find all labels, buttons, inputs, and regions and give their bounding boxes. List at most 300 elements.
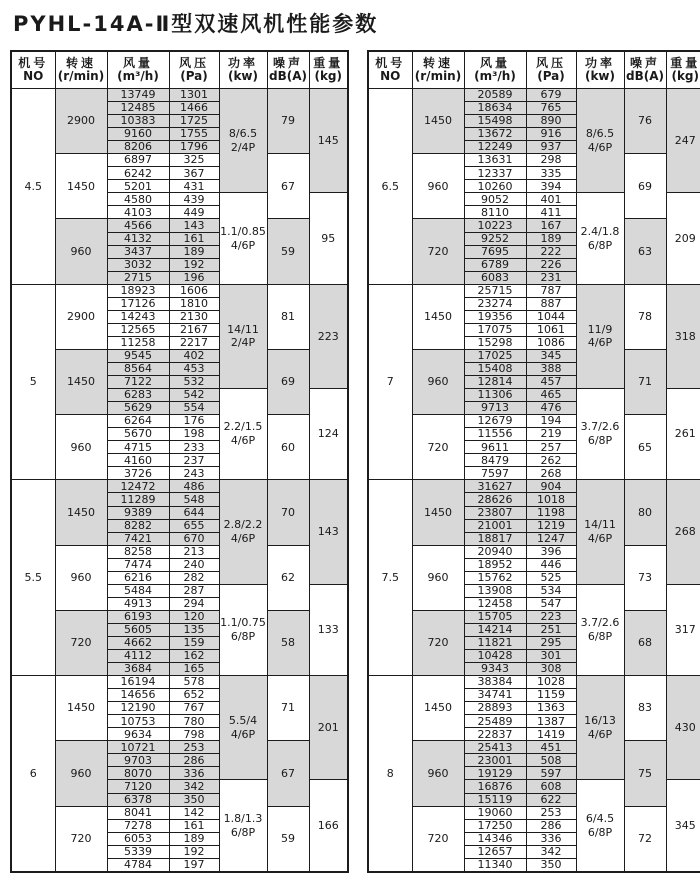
- table-row: [368, 545, 700, 558]
- flow-cell: 15298: [464, 336, 526, 349]
- power-cell: 3.7/2.6 6/8P: [576, 389, 624, 480]
- column-header-3: 风压 (Pa): [526, 51, 576, 89]
- flow-cell: 18634: [464, 102, 526, 115]
- flow-cell: 6378: [107, 793, 169, 806]
- speed-cell: 960: [55, 219, 107, 284]
- flow-cell: 13631: [464, 154, 526, 167]
- pressure-cell: 904: [526, 480, 576, 493]
- pressure-cell: 534: [526, 584, 576, 597]
- noise-cell: 71: [624, 349, 666, 414]
- pressure-cell: 301: [526, 650, 576, 663]
- flow-cell: 5629: [107, 402, 169, 415]
- pressure-cell: 162: [169, 650, 219, 663]
- pressure-cell: 342: [526, 845, 576, 858]
- power-cell: 14/11 4/6P: [576, 480, 624, 584]
- pressure-cell: 765: [526, 102, 576, 115]
- noise-cell: 83: [624, 676, 666, 741]
- flow-cell: 9052: [464, 193, 526, 206]
- flow-cell: 6053: [107, 832, 169, 845]
- pressure-cell: 394: [526, 180, 576, 193]
- noise-cell: 67: [267, 741, 309, 806]
- flow-cell: 14214: [464, 623, 526, 636]
- flow-cell: 8110: [464, 206, 526, 219]
- flow-cell: 5605: [107, 623, 169, 636]
- power-cell: 1.1/0.85 4/6P: [219, 193, 267, 284]
- pressure-cell: 652: [169, 689, 219, 702]
- pressure-cell: 253: [169, 741, 219, 754]
- pressure-cell: 446: [526, 558, 576, 571]
- pressure-cell: 282: [169, 571, 219, 584]
- pressure-cell: 1466: [169, 102, 219, 115]
- pressure-cell: 578: [169, 676, 219, 689]
- flow-cell: 14346: [464, 832, 526, 845]
- weight-cell: 268: [666, 480, 700, 584]
- flow-cell: 6216: [107, 571, 169, 584]
- flow-cell: 5670: [107, 428, 169, 441]
- column-header-4: 功率 (kw): [219, 51, 267, 89]
- flow-cell: 9343: [464, 663, 526, 676]
- performance-table-left: [10, 50, 349, 873]
- flow-cell: 9703: [107, 754, 169, 767]
- table-row: [368, 676, 700, 689]
- pressure-cell: 2217: [169, 336, 219, 349]
- pressure-cell: 887: [526, 297, 576, 310]
- weight-cell: 345: [666, 780, 700, 872]
- power-cell: 8/6.5 2/4P: [219, 89, 267, 193]
- noise-cell: 58: [267, 610, 309, 675]
- speed-cell: 960: [412, 741, 464, 806]
- noise-cell: 81: [267, 284, 309, 349]
- table-row: [368, 610, 700, 623]
- flow-cell: 9545: [107, 349, 169, 362]
- table-row: [11, 415, 348, 428]
- weight-cell: 430: [666, 676, 700, 780]
- flow-cell: 8258: [107, 545, 169, 558]
- pressure-cell: 608: [526, 780, 576, 793]
- flow-cell: 12337: [464, 167, 526, 180]
- pressure-cell: 1755: [169, 128, 219, 141]
- pressure-cell: 1198: [526, 506, 576, 519]
- noise-cell: 67: [267, 154, 309, 219]
- flow-cell: 4160: [107, 454, 169, 467]
- fan-no-cell: 4.5: [11, 89, 55, 285]
- pressure-cell: 525: [526, 571, 576, 584]
- pressure-cell: 1028: [526, 676, 576, 689]
- flow-cell: 8564: [107, 362, 169, 375]
- flow-cell: 23274: [464, 297, 526, 310]
- flow-cell: 18923: [107, 284, 169, 297]
- flow-cell: 17025: [464, 349, 526, 362]
- pressure-cell: 231: [526, 271, 576, 284]
- pressure-cell: 325: [169, 154, 219, 167]
- pressure-cell: 916: [526, 128, 576, 141]
- speed-cell: 1450: [55, 349, 107, 414]
- pressure-cell: 189: [526, 232, 576, 245]
- pressure-cell: 350: [526, 858, 576, 872]
- flow-cell: 15408: [464, 362, 526, 375]
- table-row: [11, 676, 348, 689]
- pressure-cell: 295: [526, 636, 576, 649]
- pressure-cell: 189: [169, 245, 219, 258]
- pressure-cell: 508: [526, 754, 576, 767]
- noise-cell: 59: [267, 219, 309, 284]
- noise-cell: 72: [624, 806, 666, 872]
- flow-cell: 10260: [464, 180, 526, 193]
- flow-cell: 23807: [464, 506, 526, 519]
- header-row: [368, 51, 700, 89]
- noise-cell: 71: [267, 676, 309, 741]
- speed-cell: 720: [55, 806, 107, 872]
- speed-cell: 1450: [55, 480, 107, 545]
- flow-cell: 6264: [107, 415, 169, 428]
- flow-cell: 12565: [107, 323, 169, 336]
- pressure-cell: 350: [169, 793, 219, 806]
- flow-cell: 28626: [464, 493, 526, 506]
- flow-cell: 11556: [464, 428, 526, 441]
- flow-cell: 4784: [107, 858, 169, 872]
- flow-cell: 9611: [464, 441, 526, 454]
- pressure-cell: 2167: [169, 323, 219, 336]
- flow-cell: 15762: [464, 571, 526, 584]
- flow-cell: 4715: [107, 441, 169, 454]
- pressure-cell: 401: [526, 193, 576, 206]
- flow-cell: 12190: [107, 702, 169, 715]
- pressure-cell: 189: [169, 832, 219, 845]
- pressure-cell: 1810: [169, 297, 219, 310]
- flow-cell: 11289: [107, 493, 169, 506]
- speed-cell: 960: [412, 154, 464, 219]
- flow-cell: 3684: [107, 663, 169, 676]
- column-header-3: 风压 (Pa): [169, 51, 219, 89]
- pressure-cell: 298: [526, 154, 576, 167]
- noise-cell: 69: [267, 349, 309, 414]
- pressure-cell: 451: [526, 741, 576, 754]
- column-header-6: 重量 (kg): [666, 51, 700, 89]
- noise-cell: 73: [624, 545, 666, 610]
- speed-cell: 1450: [412, 284, 464, 349]
- table-row: [11, 154, 348, 167]
- flow-cell: 11258: [107, 336, 169, 349]
- pressure-cell: 767: [169, 702, 219, 715]
- pressure-cell: 237: [169, 454, 219, 467]
- pressure-cell: 135: [169, 623, 219, 636]
- pressure-cell: 161: [169, 819, 219, 832]
- power-cell: 16/13 4/6P: [576, 676, 624, 780]
- flow-cell: 4132: [107, 232, 169, 245]
- pressure-cell: 257: [526, 441, 576, 454]
- flow-cell: 3032: [107, 258, 169, 271]
- pressure-cell: 431: [169, 180, 219, 193]
- flow-cell: 10383: [107, 115, 169, 128]
- pressure-cell: 1606: [169, 284, 219, 297]
- flow-cell: 20940: [464, 545, 526, 558]
- pressure-cell: 388: [526, 362, 576, 375]
- weight-cell: 223: [309, 284, 348, 388]
- header-row: [11, 51, 348, 89]
- pressure-cell: 336: [169, 767, 219, 780]
- pressure-cell: 787: [526, 284, 576, 297]
- weight-cell: 318: [666, 284, 700, 388]
- fan-no-cell: 5: [11, 284, 55, 480]
- flow-cell: 2715: [107, 271, 169, 284]
- flow-cell: 38384: [464, 676, 526, 689]
- flow-cell: 4112: [107, 650, 169, 663]
- pressure-cell: 342: [169, 780, 219, 793]
- flow-cell: 13672: [464, 128, 526, 141]
- pressure-cell: 1301: [169, 89, 219, 102]
- flow-cell: 9634: [107, 728, 169, 741]
- flow-cell: 7597: [464, 467, 526, 480]
- column-header-1: 转速 (r/min): [412, 51, 464, 89]
- flow-cell: 17250: [464, 819, 526, 832]
- flow-cell: 7120: [107, 780, 169, 793]
- flow-cell: 15498: [464, 115, 526, 128]
- flow-cell: 9389: [107, 506, 169, 519]
- speed-cell: 720: [412, 415, 464, 480]
- pressure-cell: 396: [526, 545, 576, 558]
- noise-cell: 60: [267, 415, 309, 480]
- flow-cell: 7474: [107, 558, 169, 571]
- pressure-cell: 449: [169, 206, 219, 219]
- flow-cell: 15119: [464, 793, 526, 806]
- pressure-cell: 268: [526, 467, 576, 480]
- noise-cell: 62: [267, 545, 309, 610]
- flow-cell: 4580: [107, 193, 169, 206]
- flow-cell: 12458: [464, 597, 526, 610]
- weight-cell: 143: [309, 480, 348, 584]
- speed-cell: 960: [412, 349, 464, 414]
- pressure-cell: 1725: [169, 115, 219, 128]
- flow-cell: 10721: [107, 741, 169, 754]
- flow-cell: 8479: [464, 454, 526, 467]
- speed-cell: 720: [55, 610, 107, 675]
- flow-cell: 10753: [107, 715, 169, 728]
- speed-cell: 720: [412, 806, 464, 872]
- flow-cell: 4913: [107, 597, 169, 610]
- pressure-cell: 439: [169, 193, 219, 206]
- performance-table-right: [367, 50, 700, 873]
- pressure-cell: 308: [526, 663, 576, 676]
- table-row: [11, 480, 348, 493]
- power-cell: 2.2/1.5 4/6P: [219, 389, 267, 480]
- column-header-1: 转速 (r/min): [55, 51, 107, 89]
- flow-cell: 6242: [107, 167, 169, 180]
- table-row: [11, 610, 348, 623]
- speed-cell: 960: [55, 545, 107, 610]
- power-cell: 5.5/4 4/6P: [219, 676, 267, 780]
- flow-cell: 13749: [107, 89, 169, 102]
- speed-cell: 1450: [412, 89, 464, 154]
- column-header-0: 机号 NO: [368, 51, 412, 89]
- pressure-cell: 1086: [526, 336, 576, 349]
- flow-cell: 25715: [464, 284, 526, 297]
- pressure-cell: 670: [169, 532, 219, 545]
- flow-cell: 6789: [464, 258, 526, 271]
- flow-cell: 7421: [107, 532, 169, 545]
- flow-cell: 16194: [107, 676, 169, 689]
- weight-cell: 247: [666, 89, 700, 193]
- table-row: [368, 154, 700, 167]
- flow-cell: 5339: [107, 845, 169, 858]
- speed-cell: 1450: [412, 480, 464, 545]
- flow-cell: 12814: [464, 376, 526, 389]
- pressure-cell: 192: [169, 258, 219, 271]
- weight-cell: 133: [309, 584, 348, 675]
- pressure-cell: 597: [526, 767, 576, 780]
- noise-cell: 59: [267, 806, 309, 872]
- weight-cell: 201: [309, 676, 348, 780]
- noise-cell: 78: [624, 284, 666, 349]
- pressure-cell: 547: [526, 597, 576, 610]
- flow-cell: 3437: [107, 245, 169, 258]
- flow-cell: 5201: [107, 180, 169, 193]
- table-row: [11, 219, 348, 232]
- flow-cell: 7122: [107, 376, 169, 389]
- table-row: [11, 545, 348, 558]
- pressure-cell: 161: [169, 232, 219, 245]
- flow-cell: 14243: [107, 310, 169, 323]
- column-header-6: 重量 (kg): [309, 51, 348, 89]
- pressure-cell: 167: [526, 219, 576, 232]
- flow-cell: 19060: [464, 806, 526, 819]
- pressure-cell: 402: [169, 349, 219, 362]
- weight-cell: 166: [309, 780, 348, 872]
- pressure-cell: 120: [169, 610, 219, 623]
- flow-cell: 19129: [464, 767, 526, 780]
- flow-cell: 7695: [464, 245, 526, 258]
- speed-cell: 2900: [55, 89, 107, 154]
- table-row: [368, 806, 700, 819]
- flow-cell: 12485: [107, 102, 169, 115]
- table-row: [368, 349, 700, 362]
- flow-cell: 11821: [464, 636, 526, 649]
- pressure-cell: 262: [526, 454, 576, 467]
- noise-cell: 79: [267, 89, 309, 154]
- weight-cell: 261: [666, 389, 700, 480]
- pressure-cell: 453: [169, 362, 219, 375]
- flow-cell: 25489: [464, 715, 526, 728]
- flow-cell: 28893: [464, 702, 526, 715]
- pressure-cell: 253: [526, 806, 576, 819]
- speed-cell: 720: [412, 219, 464, 284]
- noise-cell: 80: [624, 480, 666, 545]
- flow-cell: 34741: [464, 689, 526, 702]
- pressure-cell: 798: [169, 728, 219, 741]
- column-header-2: 风量 (m³/h): [107, 51, 169, 89]
- pressure-cell: 542: [169, 389, 219, 402]
- flow-cell: 18952: [464, 558, 526, 571]
- pressure-cell: 1159: [526, 689, 576, 702]
- flow-cell: 4103: [107, 206, 169, 219]
- pressure-cell: 1419: [526, 728, 576, 741]
- table-row: [11, 89, 348, 102]
- pressure-cell: 367: [169, 167, 219, 180]
- flow-cell: 8206: [107, 141, 169, 154]
- pressure-cell: 233: [169, 441, 219, 454]
- pressure-cell: 192: [169, 845, 219, 858]
- pressure-cell: 345: [526, 349, 576, 362]
- pressure-cell: 213: [169, 545, 219, 558]
- power-cell: 2.8/2.2 4/6P: [219, 480, 267, 584]
- pressure-cell: 243: [169, 467, 219, 480]
- flow-cell: 6283: [107, 389, 169, 402]
- fan-no-cell: 6: [11, 676, 55, 872]
- pressure-cell: 937: [526, 141, 576, 154]
- pressure-cell: 251: [526, 623, 576, 636]
- fan-no-cell: 5.5: [11, 480, 55, 676]
- weight-cell: 317: [666, 584, 700, 675]
- noise-cell: 63: [624, 219, 666, 284]
- column-header-5: 噪声 dB(A): [624, 51, 666, 89]
- power-cell: 2.4/1.8 6/8P: [576, 193, 624, 284]
- pressure-cell: 143: [169, 219, 219, 232]
- pressure-cell: 287: [169, 584, 219, 597]
- pressure-cell: 335: [526, 167, 576, 180]
- speed-cell: 960: [55, 415, 107, 480]
- flow-cell: 12472: [107, 480, 169, 493]
- noise-cell: 75: [624, 741, 666, 806]
- pressure-cell: 554: [169, 402, 219, 415]
- pressure-cell: 198: [169, 428, 219, 441]
- table-row: [368, 480, 700, 493]
- pressure-cell: 622: [526, 793, 576, 806]
- table-row: [368, 284, 700, 297]
- fan-no-cell: 8: [368, 676, 412, 872]
- noise-cell: 70: [267, 480, 309, 545]
- flow-cell: 16876: [464, 780, 526, 793]
- pressure-cell: 890: [526, 115, 576, 128]
- pressure-cell: 1796: [169, 141, 219, 154]
- flow-cell: 10428: [464, 650, 526, 663]
- pressure-cell: 1387: [526, 715, 576, 728]
- column-header-2: 风量 (m³/h): [464, 51, 526, 89]
- pressure-cell: 1061: [526, 323, 576, 336]
- flow-cell: 18817: [464, 532, 526, 545]
- weight-cell: 145: [309, 89, 348, 193]
- pressure-cell: 1363: [526, 702, 576, 715]
- pressure-cell: 465: [526, 389, 576, 402]
- fan-no-cell: 6.5: [368, 89, 412, 285]
- noise-cell: 65: [624, 415, 666, 480]
- pressure-cell: 548: [169, 493, 219, 506]
- noise-cell: 69: [624, 154, 666, 219]
- power-cell: 11/9 4/6P: [576, 284, 624, 388]
- speed-cell: 1450: [412, 676, 464, 741]
- power-cell: 14/11 2/4P: [219, 284, 267, 388]
- pressure-cell: 294: [169, 597, 219, 610]
- speed-cell: 720: [412, 610, 464, 675]
- flow-cell: 11340: [464, 858, 526, 872]
- flow-cell: 9252: [464, 232, 526, 245]
- table-row: [368, 415, 700, 428]
- column-header-0: 机号 NO: [11, 51, 55, 89]
- flow-cell: 10223: [464, 219, 526, 232]
- flow-cell: 8282: [107, 519, 169, 532]
- noise-cell: 76: [624, 89, 666, 154]
- speed-cell: 2900: [55, 284, 107, 349]
- pressure-cell: 197: [169, 858, 219, 872]
- table-row: [11, 741, 348, 754]
- flow-cell: 31627: [464, 480, 526, 493]
- noise-cell: 68: [624, 610, 666, 675]
- power-cell: 8/6.5 4/6P: [576, 89, 624, 193]
- fan-no-cell: 7: [368, 284, 412, 480]
- pressure-cell: 532: [169, 376, 219, 389]
- flow-cell: 21001: [464, 519, 526, 532]
- pressure-cell: 223: [526, 610, 576, 623]
- pressure-cell: 486: [169, 480, 219, 493]
- flow-cell: 8041: [107, 806, 169, 819]
